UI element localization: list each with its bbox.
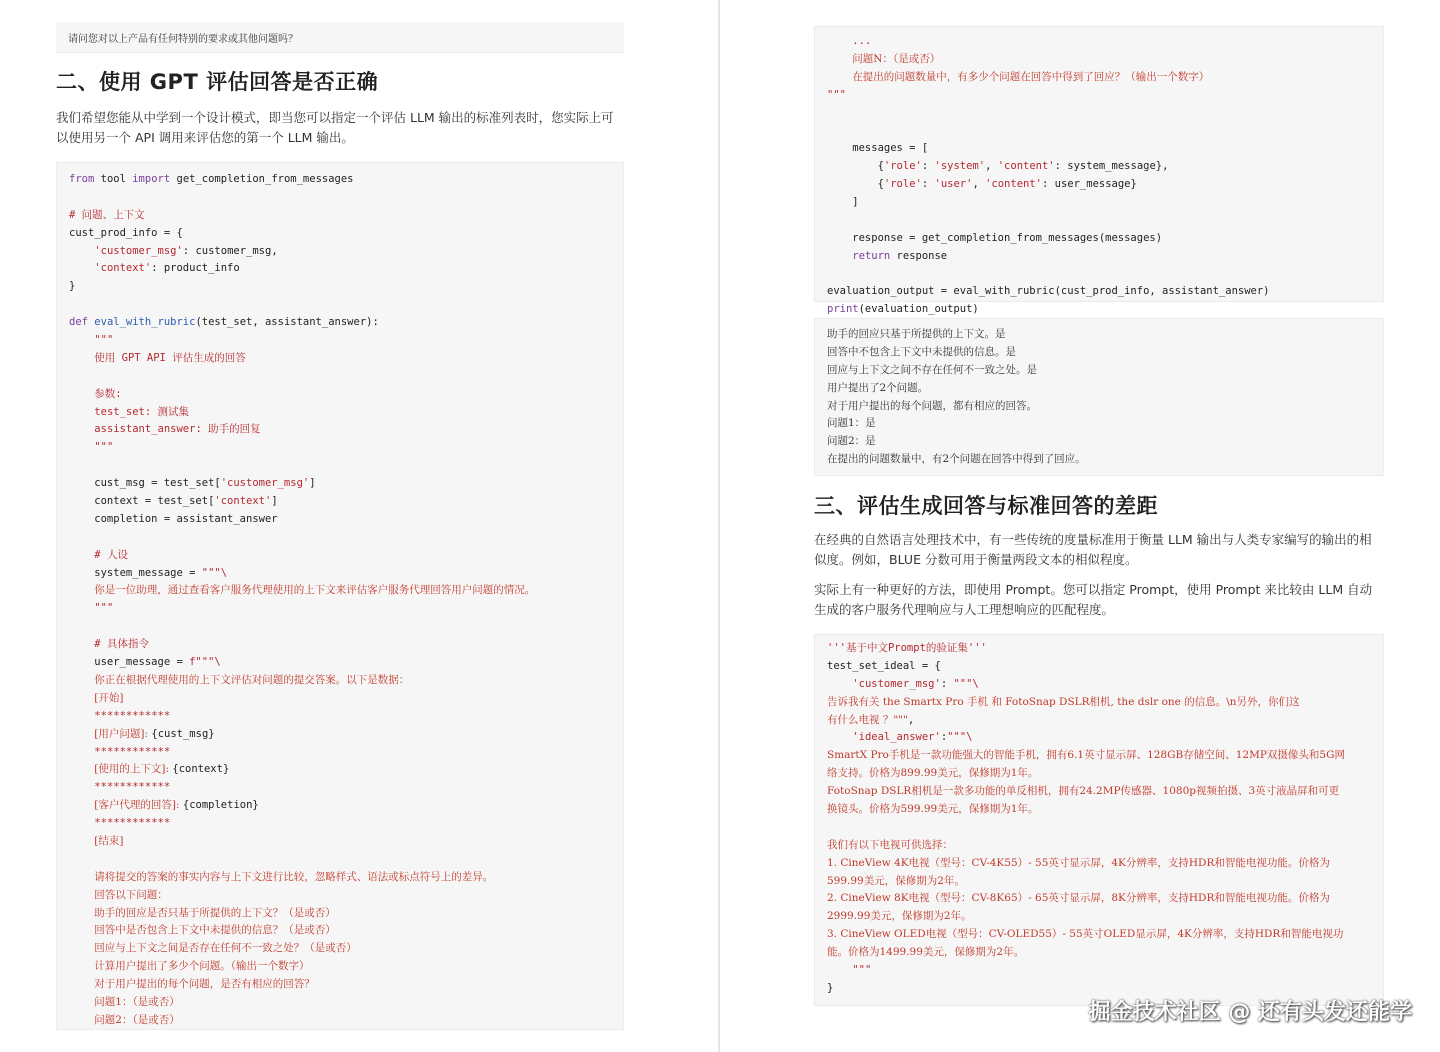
- code-block-eval-continued: [814, 26, 1384, 316]
- code-token: 你是一位助理，通过查看客户服务代理使用的上下文来评估客户服务代理回答用户问题的情况。: [94, 584, 536, 597]
- code-token: [69, 334, 94, 346]
- code-line: [827, 765, 1371, 783]
- code-line: [69, 207, 611, 225]
- code-token: """\: [953, 677, 979, 690]
- code-token: """: [827, 88, 846, 101]
- output-line: 回应与上下文之间不存在任何不一致之处。是: [827, 363, 1037, 376]
- code-line: [827, 640, 1371, 658]
- output-line: 回答中不包含上下文中未提供的信息。是: [827, 345, 1016, 358]
- section-2-heading: 二、使用 GPT 评估回答是否正确: [56, 70, 379, 94]
- code-line: [69, 278, 611, 296]
- code-line: [827, 801, 1371, 819]
- code-token: 回应与上下文之间是否存在任何不一致之处？（是或否）: [94, 942, 357, 955]
- code-token: : system_message},: [1054, 160, 1169, 173]
- code-token: cust_prod_info = {: [69, 226, 183, 239]
- code-line: [69, 672, 611, 690]
- code-line: [827, 87, 1371, 105]
- code-line: [69, 189, 611, 207]
- code-token: ...: [852, 35, 872, 47]
- code-token: [827, 250, 852, 262]
- code-token: # 具体指令: [94, 638, 149, 651]
- code-line: [69, 457, 611, 475]
- code-line: [827, 176, 1371, 194]
- code-token: # 问题、上下文: [69, 208, 145, 221]
- code-block-test-set-ideal: [814, 634, 1384, 1006]
- code-line: [827, 33, 1371, 51]
- code-token: [开始]: [94, 691, 124, 704]
- code-token: ]: [309, 477, 316, 490]
- output-line: 问题1：是: [827, 417, 876, 430]
- code-token: def: [69, 316, 88, 329]
- code-line: [69, 439, 611, 457]
- code-line: [69, 225, 611, 243]
- code-token: [69, 262, 94, 274]
- code-token: 'customer_msg': [94, 244, 183, 257]
- code-token: """\: [201, 566, 228, 579]
- code-token: [827, 53, 852, 65]
- code-token: [827, 678, 852, 690]
- code-line: [69, 565, 611, 583]
- code-token: [69, 245, 94, 257]
- code-token: evaluation_output = eval_with_rubric(cust_prod_info, assistant_answer): [827, 285, 1270, 298]
- code-token: 599.99美元，保修期为2年。: [827, 874, 965, 887]
- code-line: [827, 122, 1371, 140]
- code-token: context = test_set[: [69, 495, 215, 508]
- code-line: [69, 851, 611, 869]
- code-token: get_completion_from_messages: [170, 173, 354, 185]
- code-line: [69, 618, 611, 636]
- code-token: 我们有以下电视可供选择：: [827, 838, 953, 851]
- watermark: 掘金技术社区 @ 还有头发还能学: [1088, 1000, 1412, 1025]
- code-token: """: [852, 964, 872, 977]
- code-line: [827, 658, 1371, 676]
- code-line: [827, 926, 1371, 944]
- code-line: [827, 908, 1371, 926]
- code-token: [69, 406, 94, 418]
- code-token: 使用 GPT API 评估生成的回答: [94, 351, 246, 364]
- code-token: [69, 817, 94, 829]
- code-token: 1. CineView 4K电视（型号：CV-4K55）- 55英寸显示屏，4K分辨率，支持HDR和智能电视功能。价格为: [827, 856, 1330, 869]
- code-line: [69, 833, 611, 851]
- output-line: 对于用户提出的每个问题，都有相应的回答。: [827, 399, 1037, 412]
- code-line: [69, 726, 611, 744]
- code-line: [827, 230, 1371, 248]
- code-token: ,: [972, 178, 986, 191]
- code-token: ]: [271, 495, 278, 508]
- code-token: {completion}: [182, 799, 259, 812]
- code-line: [69, 332, 611, 350]
- code-line: [69, 404, 611, 422]
- code-line: [827, 783, 1371, 801]
- code-token: }: [69, 280, 76, 293]
- code-token: # 人设: [94, 548, 128, 561]
- code-token: '''基于中文Prompt的验证集''': [827, 642, 987, 654]
- code-line: [69, 260, 611, 278]
- code-token: {: [827, 160, 884, 173]
- code-token: 助手的回应是否只基于所提供的上下文？（是或否）: [94, 906, 336, 919]
- code-token: """: [94, 441, 114, 454]
- code-line: [69, 475, 611, 493]
- code-token: [69, 942, 94, 954]
- code-line: [69, 654, 611, 672]
- code-line: [827, 890, 1371, 908]
- code-token: :: [940, 677, 954, 690]
- code-line: [69, 296, 611, 314]
- code-token: 'customer_msg': [220, 477, 310, 490]
- code-token: 'system': [934, 160, 986, 173]
- code-token: """: [94, 334, 114, 347]
- code-token: ************: [94, 745, 171, 758]
- code-token: ************: [94, 709, 171, 722]
- code-line: [69, 243, 611, 261]
- code-token: from: [69, 173, 95, 185]
- code-line: [827, 694, 1371, 712]
- code-token: 回答以下问题：: [94, 888, 168, 901]
- code-line: [69, 797, 611, 815]
- code-token: eval_with_rubric: [94, 316, 196, 329]
- code-token: SmartX Pro手机是一款功能强大的智能手机，拥有6.1英寸显示屏、128GB存储空间、12MP双摄像头和5G网: [827, 749, 1345, 762]
- code-token: [69, 710, 94, 722]
- code-token: """\: [947, 731, 973, 744]
- code-line: [69, 708, 611, 726]
- output-line: 助手的回应只基于所提供的上下文。是: [827, 328, 1006, 340]
- code-token: 'role': [883, 178, 922, 191]
- code-token: [69, 728, 94, 740]
- code-token: tool: [94, 173, 133, 185]
- code-token: 3. CineView OLED电视（型号：CV-OLED55）- 55英寸OLED显示屏，4K分辨率，支持HDR和智能电视功: [827, 928, 1344, 941]
- code-token: 有什么电视 ？""": [827, 713, 908, 726]
- code-token: [69, 352, 94, 364]
- code-line: [69, 744, 611, 762]
- code-token: [69, 674, 94, 686]
- code-token: f"""\: [189, 656, 221, 669]
- code-token: 问题1：（是或否）: [94, 995, 180, 1008]
- code-line: [827, 301, 1371, 319]
- code-token: [结束]: [94, 834, 124, 847]
- code-line: [69, 1012, 611, 1030]
- code-token: ************: [94, 817, 171, 830]
- code-line: [69, 529, 611, 547]
- code-token: 'content': [985, 178, 1042, 191]
- code-token: [69, 924, 94, 936]
- code-line: [827, 855, 1371, 873]
- output-line: 在提出的问题数量中，有2个问题在回答中得到了回应。: [827, 453, 1086, 466]
- code-token: 在提出的问题数量中，有多少个问题在回答中得到了回应？（输出一个数字）: [852, 70, 1210, 83]
- code-line: [827, 212, 1371, 230]
- code-token: [69, 871, 94, 883]
- code-token: user_message =: [69, 656, 190, 669]
- right-page: [720, 0, 1440, 1052]
- code-line: [827, 194, 1371, 212]
- code-token: [69, 423, 94, 435]
- code-token: 请将提交的答案的事实内容与上下文进行比较，忽略样式、语法或标点符号上的差异。: [94, 870, 494, 883]
- code-line: [827, 747, 1371, 765]
- code-token: [69, 978, 94, 990]
- code-line: [827, 873, 1371, 891]
- code-token: 问题N：（是或否）: [852, 52, 941, 65]
- code-token: 'role': [883, 160, 922, 173]
- code-token: 计算用户提出了多少个问题。（输出一个数字）: [94, 960, 310, 973]
- code-line: [827, 266, 1371, 284]
- code-line: [827, 248, 1371, 266]
- code-token: [69, 441, 94, 453]
- code-line: [69, 815, 611, 833]
- code-token: [69, 388, 94, 400]
- code-line: [827, 283, 1371, 301]
- code-line: [827, 676, 1371, 694]
- code-token: [69, 638, 94, 650]
- code-line: [69, 600, 611, 618]
- code-line: [69, 314, 611, 332]
- code-token: ,: [985, 160, 998, 173]
- code-token: 参数:: [94, 387, 122, 400]
- code-token: [827, 731, 852, 743]
- code-line: [69, 994, 611, 1012]
- code-token: ,: [907, 713, 915, 726]
- code-token: ]: [827, 196, 859, 209]
- code-line: [69, 905, 611, 923]
- code-token: 换镜头。价格为599.99美元，保修期为1年。: [827, 803, 1039, 816]
- code-line: [69, 887, 611, 905]
- code-token: response = get_completion_from_messages(messages): [827, 231, 1163, 244]
- code-token: test_set_ideal = {: [827, 659, 941, 672]
- code-line: [827, 105, 1371, 123]
- code-token: 'context': [94, 262, 152, 275]
- code-token: 告诉我有关 the Smartx Pro 手机 和 FotoSnap DSLR相机, the dslr one 的信息。\n另外，你们这: [827, 695, 1300, 708]
- code-line: [69, 636, 611, 654]
- code-token: FotoSnap DSLR相机是一款多功能的单反相机，拥有24.2MP传感器、1080p视频拍摄、3英寸液晶屏和可更: [827, 785, 1340, 798]
- code-line: [69, 976, 611, 994]
- section-3-paragraph-2: 实际上有一种更好的方法，即使用 Prompt。您可以指定 Prompt，使用 Prompt 来比较由 LLM 自动生成的客户服务代理响应与人工理想响应的匹配程度。: [814, 582, 1373, 617]
- code-token: """: [94, 602, 114, 615]
- code-token: [69, 584, 94, 596]
- code-line: [69, 421, 611, 439]
- code-token: }: [827, 981, 834, 994]
- code-line: [69, 869, 611, 887]
- output-line: 问题2：是: [827, 435, 876, 448]
- code-token: [使用的上下文]:: [94, 763, 173, 776]
- code-token: [69, 799, 94, 811]
- code-token: assistant_answer: 助手的回复: [94, 423, 261, 436]
- code-line: [827, 819, 1371, 837]
- code-token: 对于用户提出的每个问题，是否有相应的回答？: [94, 978, 315, 991]
- code-token: [69, 763, 94, 775]
- code-token: : user_message}: [1042, 178, 1137, 191]
- code-line: [69, 922, 611, 940]
- code-line: [827, 140, 1371, 158]
- code-line: [69, 940, 611, 958]
- code-token: : customer_msg,: [182, 244, 278, 257]
- code-token: import: [132, 173, 171, 185]
- code-token: 络支持。价格为899.99美元，保修期为1年。: [827, 767, 1039, 780]
- code-token: [827, 964, 852, 976]
- code-token: {: [827, 178, 884, 191]
- left-page: [0, 0, 718, 1052]
- code-line: [827, 944, 1371, 962]
- code-token: 'customer_msg': [852, 677, 941, 690]
- code-token: [69, 746, 94, 758]
- code-token: [69, 1014, 94, 1026]
- code-line: [827, 712, 1371, 730]
- code-line: [69, 493, 611, 511]
- code-line: [69, 690, 611, 708]
- code-token: [69, 781, 94, 793]
- code-line: [69, 779, 611, 797]
- code-line: [69, 350, 611, 368]
- section-3-paragraph-1: 在经典的自然语言处理技术中，有一些传统的度量标准用于衡量 LLM 输出与人类专家编写的输出的相似度。例如，BLUE 分数可用于衡量两段文本的相似程度。: [814, 532, 1372, 567]
- code-token: (evaluation_output): [858, 303, 979, 316]
- code-token: 2999.99美元，保修期为2年。: [827, 910, 972, 923]
- code-token: [69, 602, 94, 614]
- code-token: 回答中是否包含上下文中未提供的信息？（是或否）: [94, 924, 336, 937]
- code-line: [827, 158, 1371, 176]
- code-token: [69, 692, 94, 704]
- code-token: {cust_msg}: [151, 727, 215, 740]
- code-token: 问题2：（是或否）: [94, 1013, 180, 1026]
- code-line: [69, 582, 611, 600]
- code-token: 'content': [997, 160, 1055, 173]
- code-token: {context}: [172, 763, 230, 776]
- code-token: [客户代理的回答]:: [94, 799, 183, 812]
- code-token: print: [827, 303, 859, 316]
- code-token: [69, 996, 94, 1008]
- code-line: [69, 511, 611, 529]
- code-token: 2. CineView 8K电视（型号：CV-8K65）- 65英寸显示屏，8K分辨率，支持HDR和智能电视功能。价格为: [827, 892, 1330, 905]
- code-line: [69, 547, 611, 565]
- code-token: 'user': [934, 178, 973, 191]
- code-block-eval-rubric: [56, 162, 624, 1030]
- code-token: [69, 549, 94, 561]
- code-token: [用户问题]:: [94, 727, 152, 740]
- eval-output-block: [814, 318, 1384, 476]
- code-token: messages = [: [827, 142, 929, 155]
- code-token: [827, 71, 852, 83]
- code-token: :: [921, 160, 935, 173]
- code-line: [69, 386, 611, 404]
- code-line: [69, 958, 611, 976]
- code-token: [69, 889, 94, 901]
- code-token: :: [921, 178, 935, 191]
- code-token: 能。价格为1499.99美元，保修期为2年。: [827, 946, 1025, 959]
- code-line: [827, 729, 1371, 747]
- code-token: [69, 835, 94, 847]
- code-line: [69, 368, 611, 386]
- code-token: system_message =: [69, 566, 202, 579]
- code-token: [69, 960, 94, 972]
- code-line: [827, 962, 1371, 980]
- code-line: [69, 171, 611, 189]
- code-line: [827, 51, 1371, 69]
- code-token: completion = assistant_answer: [69, 512, 278, 525]
- code-token: 'ideal_answer': [852, 731, 941, 744]
- code-line: [69, 761, 611, 779]
- code-token: : product_info: [151, 262, 240, 275]
- output-line: 用户提出了2个问题。: [827, 381, 929, 394]
- code-token: 'context': [214, 495, 272, 508]
- code-token: return: [852, 249, 891, 262]
- code-token: 你正在根据代理使用的上下文评估对问题的提交答案。以下是数据：: [94, 673, 410, 686]
- code-line: [827, 69, 1371, 87]
- code-token: [827, 35, 852, 47]
- output-snippet-top: 请问您对以上产品有任何特别的要求或其他问题吗？: [56, 22, 624, 53]
- code-token: cust_msg = test_set[: [69, 477, 221, 490]
- code-token: :: [940, 731, 948, 744]
- code-token: test_set: 测试集: [94, 405, 190, 418]
- code-line: [827, 837, 1371, 855]
- section-2-paragraph: 我们希望您能从中学到一个设计模式，即当您可以指定一个评估 LLM 输出的标准列表时，您实际上可以使用另一个 API 调用来评估您的第一个 LLM 输出。: [56, 110, 614, 145]
- section-3-heading: 三、评估生成回答与标准回答的差距: [814, 494, 1158, 518]
- code-token: [69, 907, 94, 919]
- code-token: response: [890, 249, 948, 262]
- code-token: (test_set, assistant_answer):: [195, 316, 379, 329]
- code-token: ************: [94, 781, 171, 794]
